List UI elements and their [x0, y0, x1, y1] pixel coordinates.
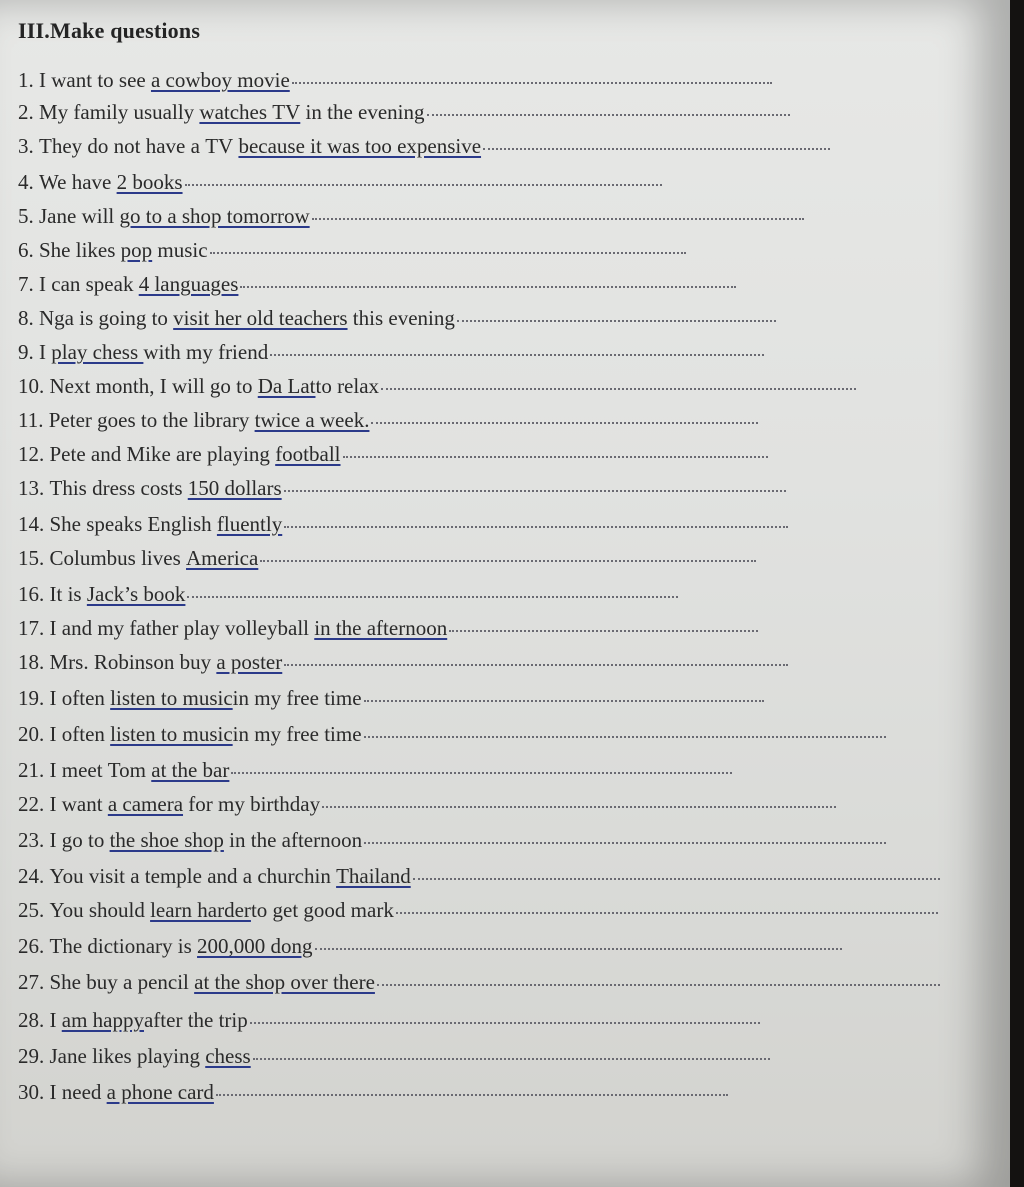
answer-blank-line[interactable] — [343, 456, 768, 458]
underlined-answer-text: listen to music — [110, 722, 233, 746]
question-text: music — [152, 238, 208, 262]
underlined-answer-text: a camera — [107, 792, 184, 816]
underlined-answer-text: football — [275, 442, 341, 466]
question-row — [18, 1044, 770, 1069]
underlined-answer-text: learn harder — [150, 898, 251, 922]
question-text: I go to — [49, 828, 110, 852]
question-text: They do not have a TV — [39, 134, 239, 158]
question-row — [18, 1080, 728, 1105]
answer-blank-line[interactable] — [231, 772, 732, 774]
question-number: 23. — [18, 828, 50, 852]
question-number: 30. — [18, 1080, 50, 1104]
underlined-answer-text: play chess — [51, 340, 144, 364]
answer-blank-line[interactable] — [377, 984, 940, 986]
answer-blank-line[interactable] — [260, 560, 756, 562]
answer-blank-line[interactable] — [240, 286, 736, 288]
underlined-answer-text: Jack’s book — [86, 582, 186, 606]
question-row — [18, 68, 772, 93]
question-number: 26. — [18, 934, 50, 958]
question-row — [18, 686, 764, 711]
question-number: 27. — [18, 970, 50, 994]
underlined-answer-text: go to a shop tomorrow — [119, 204, 310, 228]
question-row — [18, 476, 786, 501]
answer-blank-line[interactable] — [381, 388, 856, 390]
question-number: 1. — [18, 68, 39, 92]
question-text: I want to see — [39, 68, 151, 92]
question-text: We have — [39, 170, 117, 194]
underlined-answer-text: Thailand — [336, 864, 411, 888]
question-text: I need — [49, 1080, 107, 1104]
answer-blank-line[interactable] — [364, 842, 886, 844]
question-number: 17. — [18, 616, 50, 640]
question-row — [18, 934, 842, 959]
question-text: Next month, I will go to — [49, 374, 258, 398]
answer-blank-line[interactable] — [284, 664, 788, 666]
question-number: 20. — [18, 722, 50, 746]
question-text: She likes — [39, 238, 121, 262]
question-text: Jane likes playing — [49, 1044, 206, 1068]
question-row — [18, 512, 788, 537]
underlined-answer-text: 150 dollars — [187, 476, 282, 500]
question-row — [18, 204, 804, 229]
question-text: Mrs. Robinson buy — [49, 650, 217, 674]
question-text: this evening — [347, 306, 455, 330]
answer-blank-line[interactable] — [253, 1058, 770, 1060]
question-text: I and my father play volleyball — [49, 616, 315, 640]
answer-blank-line[interactable] — [270, 354, 764, 356]
answer-blank-line[interactable] — [364, 700, 764, 702]
section-title: III.Make questions — [18, 18, 201, 43]
question-text: I often — [49, 722, 111, 746]
question-text: in the afternoon — [223, 828, 363, 852]
question-number: 7. — [18, 272, 39, 296]
underlined-answer-text: visit her old teachers — [173, 306, 348, 330]
question-number: 11. — [18, 408, 49, 432]
question-text: You visit a temple and a churchin — [49, 864, 337, 888]
question-text: I meet Tom — [49, 758, 152, 782]
underlined-answer-text: at the shop over there — [194, 970, 375, 994]
answer-blank-line[interactable] — [216, 1094, 728, 1096]
question-number: 18. — [18, 650, 50, 674]
question-text: It is — [49, 582, 87, 606]
question-number: 19. — [18, 686, 50, 710]
underlined-answer-text: at the bar — [151, 758, 230, 782]
question-row — [18, 722, 886, 747]
answer-blank-line[interactable] — [292, 82, 772, 84]
question-number: 10. — [18, 374, 50, 398]
question-text: I can speak — [39, 272, 139, 296]
underlined-answer-text: America — [186, 546, 259, 570]
underlined-answer-text: the shoe shop — [109, 828, 224, 852]
question-row — [18, 340, 764, 365]
question-text: to get good mark — [250, 898, 394, 922]
question-text: with my friend — [143, 340, 269, 364]
question-number: 22. — [18, 792, 50, 816]
question-text: I want — [49, 792, 108, 816]
question-text: in the evening — [300, 100, 425, 124]
question-row — [18, 792, 836, 817]
question-row — [18, 970, 940, 995]
question-text: She speaks English — [49, 512, 217, 536]
answer-blank-line[interactable] — [322, 806, 836, 808]
question-row — [18, 650, 788, 675]
question-number: 15. — [18, 546, 50, 570]
underlined-answer-text: a phone card — [106, 1080, 214, 1104]
answer-blank-line[interactable] — [396, 912, 938, 914]
question-number: 29. — [18, 1044, 50, 1068]
question-number: 28. — [18, 1008, 50, 1032]
answer-blank-line[interactable] — [187, 596, 678, 598]
question-row — [18, 374, 856, 399]
question-text: in my free time — [232, 722, 362, 746]
underlined-answer-text: in the afternoon — [314, 616, 448, 640]
question-text: I — [49, 1008, 62, 1032]
question-number: 13. — [18, 476, 50, 500]
question-number: 24. — [18, 864, 50, 888]
question-number: 16. — [18, 582, 50, 606]
answer-blank-line[interactable] — [457, 320, 776, 322]
underlined-answer-text: a cowboy movie — [150, 68, 290, 92]
underlined-answer-text: because it was too expensive — [238, 134, 482, 158]
answer-blank-line[interactable] — [364, 736, 886, 738]
underlined-answer-text: chess — [205, 1044, 251, 1068]
question-row — [18, 306, 776, 331]
question-text: She buy a pencil — [49, 970, 195, 994]
answer-blank-line[interactable] — [449, 630, 758, 632]
answer-blank-line[interactable] — [185, 184, 662, 186]
question-row — [18, 582, 678, 607]
question-row — [18, 1008, 760, 1033]
question-row — [18, 864, 940, 889]
underlined-answer-text: 200,000 dong — [197, 934, 313, 958]
question-number: 2. — [18, 100, 39, 124]
question-number: 6. — [18, 238, 39, 262]
question-text: after the trip — [143, 1008, 248, 1032]
question-text: Jane will — [39, 204, 120, 228]
question-text: for my birthday — [183, 792, 321, 816]
underlined-answer-text: Da Lat — [257, 374, 316, 398]
answer-blank-line[interactable] — [284, 526, 788, 528]
question-number: 5. — [18, 204, 39, 228]
answer-blank-line[interactable] — [315, 948, 842, 950]
question-text: I — [39, 340, 52, 364]
question-text: The dictionary is — [49, 934, 198, 958]
question-row — [18, 408, 758, 433]
question-row — [18, 272, 736, 297]
question-number: 8. — [18, 306, 39, 330]
question-text: Peter goes to the library — [48, 408, 255, 432]
answer-blank-line[interactable] — [312, 218, 804, 220]
question-text: to relax — [315, 374, 380, 398]
answer-blank-line[interactable] — [483, 148, 830, 150]
answer-blank-line[interactable] — [413, 878, 940, 880]
question-text: You should — [49, 898, 151, 922]
answer-blank-line[interactable] — [371, 422, 758, 424]
underlined-answer-text: twice a week. — [254, 408, 370, 432]
underlined-answer-text: 2 books — [116, 170, 183, 194]
underlined-answer-text: a poster — [216, 650, 283, 674]
question-row — [18, 170, 662, 195]
question-row — [18, 238, 686, 263]
answer-blank-line[interactable] — [427, 114, 790, 116]
question-number: 12. — [18, 442, 50, 466]
question-text: My family usually — [39, 100, 200, 124]
question-number: 25. — [18, 898, 50, 922]
question-text: in my free time — [232, 686, 362, 710]
question-row — [18, 546, 756, 571]
question-number: 9. — [18, 340, 39, 364]
answer-blank-line[interactable] — [250, 1022, 760, 1024]
question-row — [18, 100, 790, 125]
underlined-answer-text: am happy — [61, 1008, 144, 1032]
question-text: Nga is going to — [39, 306, 174, 330]
question-row — [18, 758, 732, 783]
question-text: Pete and Mike are playing — [49, 442, 276, 466]
underlined-answer-text: watches TV — [199, 100, 301, 124]
page-edge-shadow — [1010, 0, 1024, 1187]
question-number: 21. — [18, 758, 50, 782]
underlined-answer-text: 4 languages — [138, 272, 239, 296]
question-text: Columbus lives — [49, 546, 187, 570]
question-text: This dress costs — [49, 476, 188, 500]
question-row — [18, 442, 768, 467]
underlined-answer-text: fluently — [216, 512, 283, 536]
question-row — [18, 898, 938, 923]
question-row — [18, 828, 886, 853]
question-number: 14. — [18, 512, 50, 536]
question-number: 4. — [18, 170, 39, 194]
question-text: I often — [49, 686, 111, 710]
question-row — [18, 134, 830, 159]
answer-blank-line[interactable] — [210, 252, 686, 254]
question-number: 3. — [18, 134, 39, 158]
underlined-answer-text: pop — [120, 238, 153, 262]
question-row — [18, 616, 758, 641]
underlined-answer-text: listen to music — [110, 686, 233, 710]
answer-blank-line[interactable] — [284, 490, 786, 492]
